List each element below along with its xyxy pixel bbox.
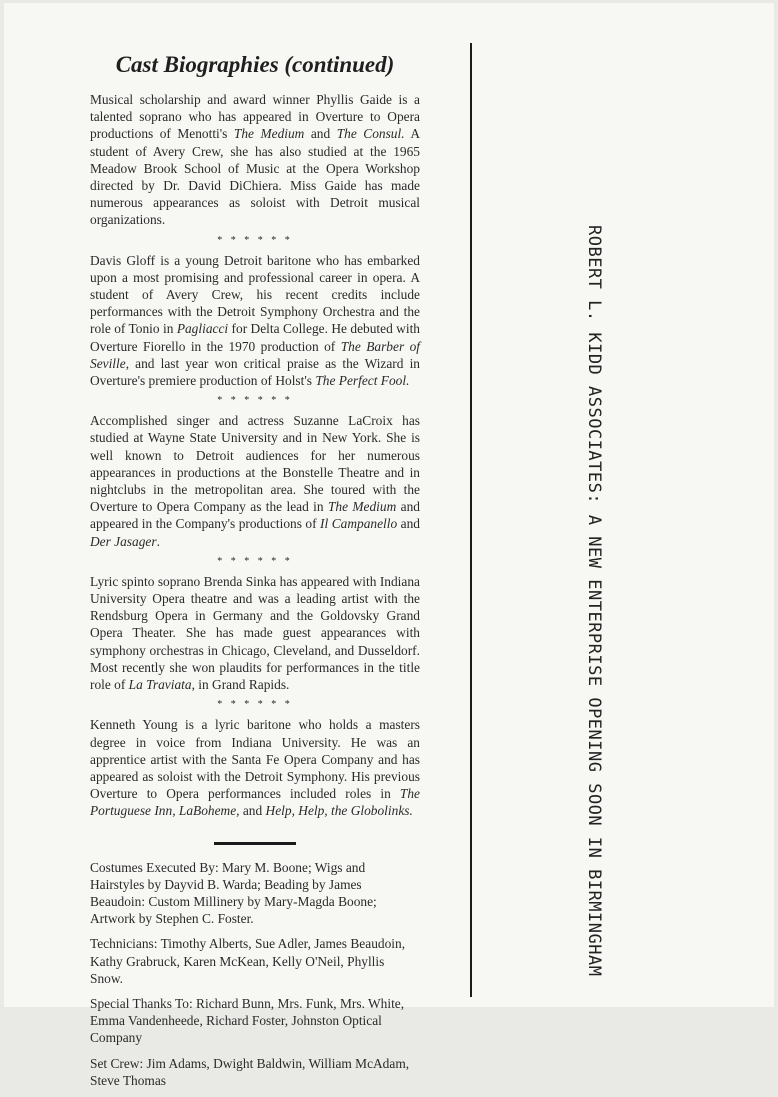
bio-text: , in Grand Rapids. (191, 677, 290, 693)
bio-text: and (239, 803, 266, 819)
italic-title: La Traviata (128, 677, 192, 693)
italic-title: The Barber of Seville (90, 338, 420, 371)
italic-title: Pagliacci (176, 321, 229, 337)
bio-text: A student of Avery Crew, she has also studied at the 1965 Meadow Brook School of Music at the Opera Workshop directed by Dr. David DiChiera. Miss Gaide has made numerous appearances as soloist with Detroit musical organizations. (90, 126, 421, 228)
italic-title: The Perfect Fool. (315, 373, 410, 389)
bio-text: and (304, 126, 337, 142)
bio-text: and (397, 516, 420, 532)
bio-text: for Delta College. He debuted with Overture Fiorello in the 1970 production of (90, 321, 420, 354)
italic-title: Il Campanello (320, 516, 398, 532)
italic-title: The Medium (327, 499, 397, 515)
credits-set-crew: Set Crew: Jim Adams, Dwight Baldwin, William McAdam, Steve Thomas (90, 1055, 410, 1088)
bio-text: Davis Gloff is a young Detroit baritone who has embarked upon a most promising and professional career in opera. A student of Avery Crew, his recent credits include performances with the Detroit Symphony Orchestra and the role of Tonio in (90, 252, 420, 337)
bio-brenda-sinka (90, 573, 420, 693)
bio-kenneth-young (90, 716, 420, 819)
italic-title: The Consul. (336, 126, 405, 142)
section-divider (214, 842, 296, 845)
vertical-divider-line (470, 43, 472, 997)
page-title: Cast Biographies (continued) (115, 52, 395, 77)
bio-text: Musical scholarship and award winner Phyllis Gaide is a talented soprano who has appeared in Overture to Opera productions of Menotti's (90, 92, 420, 142)
credits-technicians: Technicians: Timothy Alberts, Sue Adler, James Beaudoin, Kathy Grabruck, Karen McKean, Kelly O'Neil, Phyllis Snow. (90, 936, 406, 986)
biographies-column (90, 51, 420, 1097)
bio-text: . (156, 533, 160, 549)
bio-text: and appeared in the Company's productions of (90, 499, 420, 532)
separator: * * * * * * (217, 699, 293, 711)
credits-costumes: Costumes Executed By: Mary M. Boone; Wigs and Hairstyles by Dayvid B. Warda; Beading by James Beaudoin: Custom Millinery by Mary-Magda Boone; Artwork by Stephen C. Foster. (90, 859, 377, 927)
italic-title: The Portuguese Inn, LaBoheme, (90, 786, 420, 819)
separator: * * * * * * (217, 395, 293, 407)
bio-phyllis-gaide (90, 91, 420, 229)
bio-text: , and last year won critical praise as the Wizard in Overture's premiere production of Holst's (90, 355, 420, 389)
vertical-advertisement: ROBERT L. KIDD ASSOCIATES: A NEW ENTERPRISE OPENING SOON IN BIRMINGHAM (584, 225, 604, 977)
bio-davis-gloff (90, 252, 420, 390)
credits-special-thanks: Special Thanks To: Richard Bunn, Mrs. Funk, Mrs. White, Emma Vandenheede, Richard Foster, Johnston Optical Company (90, 995, 405, 1046)
italic-title: Der Jasager (90, 533, 157, 549)
bio-suzanne-lacroix (90, 412, 420, 550)
bio-text: Accomplished singer and actress Suzanne LaCroix has studied at Wayne State University and in New York. She is well known to Detroit audiences for her numerous appearances in productions at the Bonstelle Theatre and in nightclubs in the metropolitan area. She toured with the Overture to Opera Company as the lead in (90, 413, 420, 515)
italic-title: The Medium (233, 126, 305, 142)
bio-text: Kenneth Young is a lyric baritone who holds a masters degree in voice from Indiana University. He was an apprentice artist with the Santa Fe Opera Company and has appeared as soloist with the Detroit Symphony. His previous Overture to Opera performances included roles in (90, 717, 420, 802)
separator: * * * * * * (217, 234, 293, 246)
program-page (4, 3, 774, 1088)
bio-text: Lyric spinto soprano Brenda Sinka has appeared with Indiana University Opera theatre and was a leading artist with the Rendsburg Opera in Germany and the Goldovsky Grand Opera Theater. She has made guest appearances with symphony orchestras in Chicago, Cleveland, and Dusseldorf. Most recently she won plaudits for performances in the title role of (90, 573, 420, 693)
italic-title: Help, Help, the Globolinks. (265, 803, 413, 819)
separator: * * * * * * (217, 555, 293, 567)
